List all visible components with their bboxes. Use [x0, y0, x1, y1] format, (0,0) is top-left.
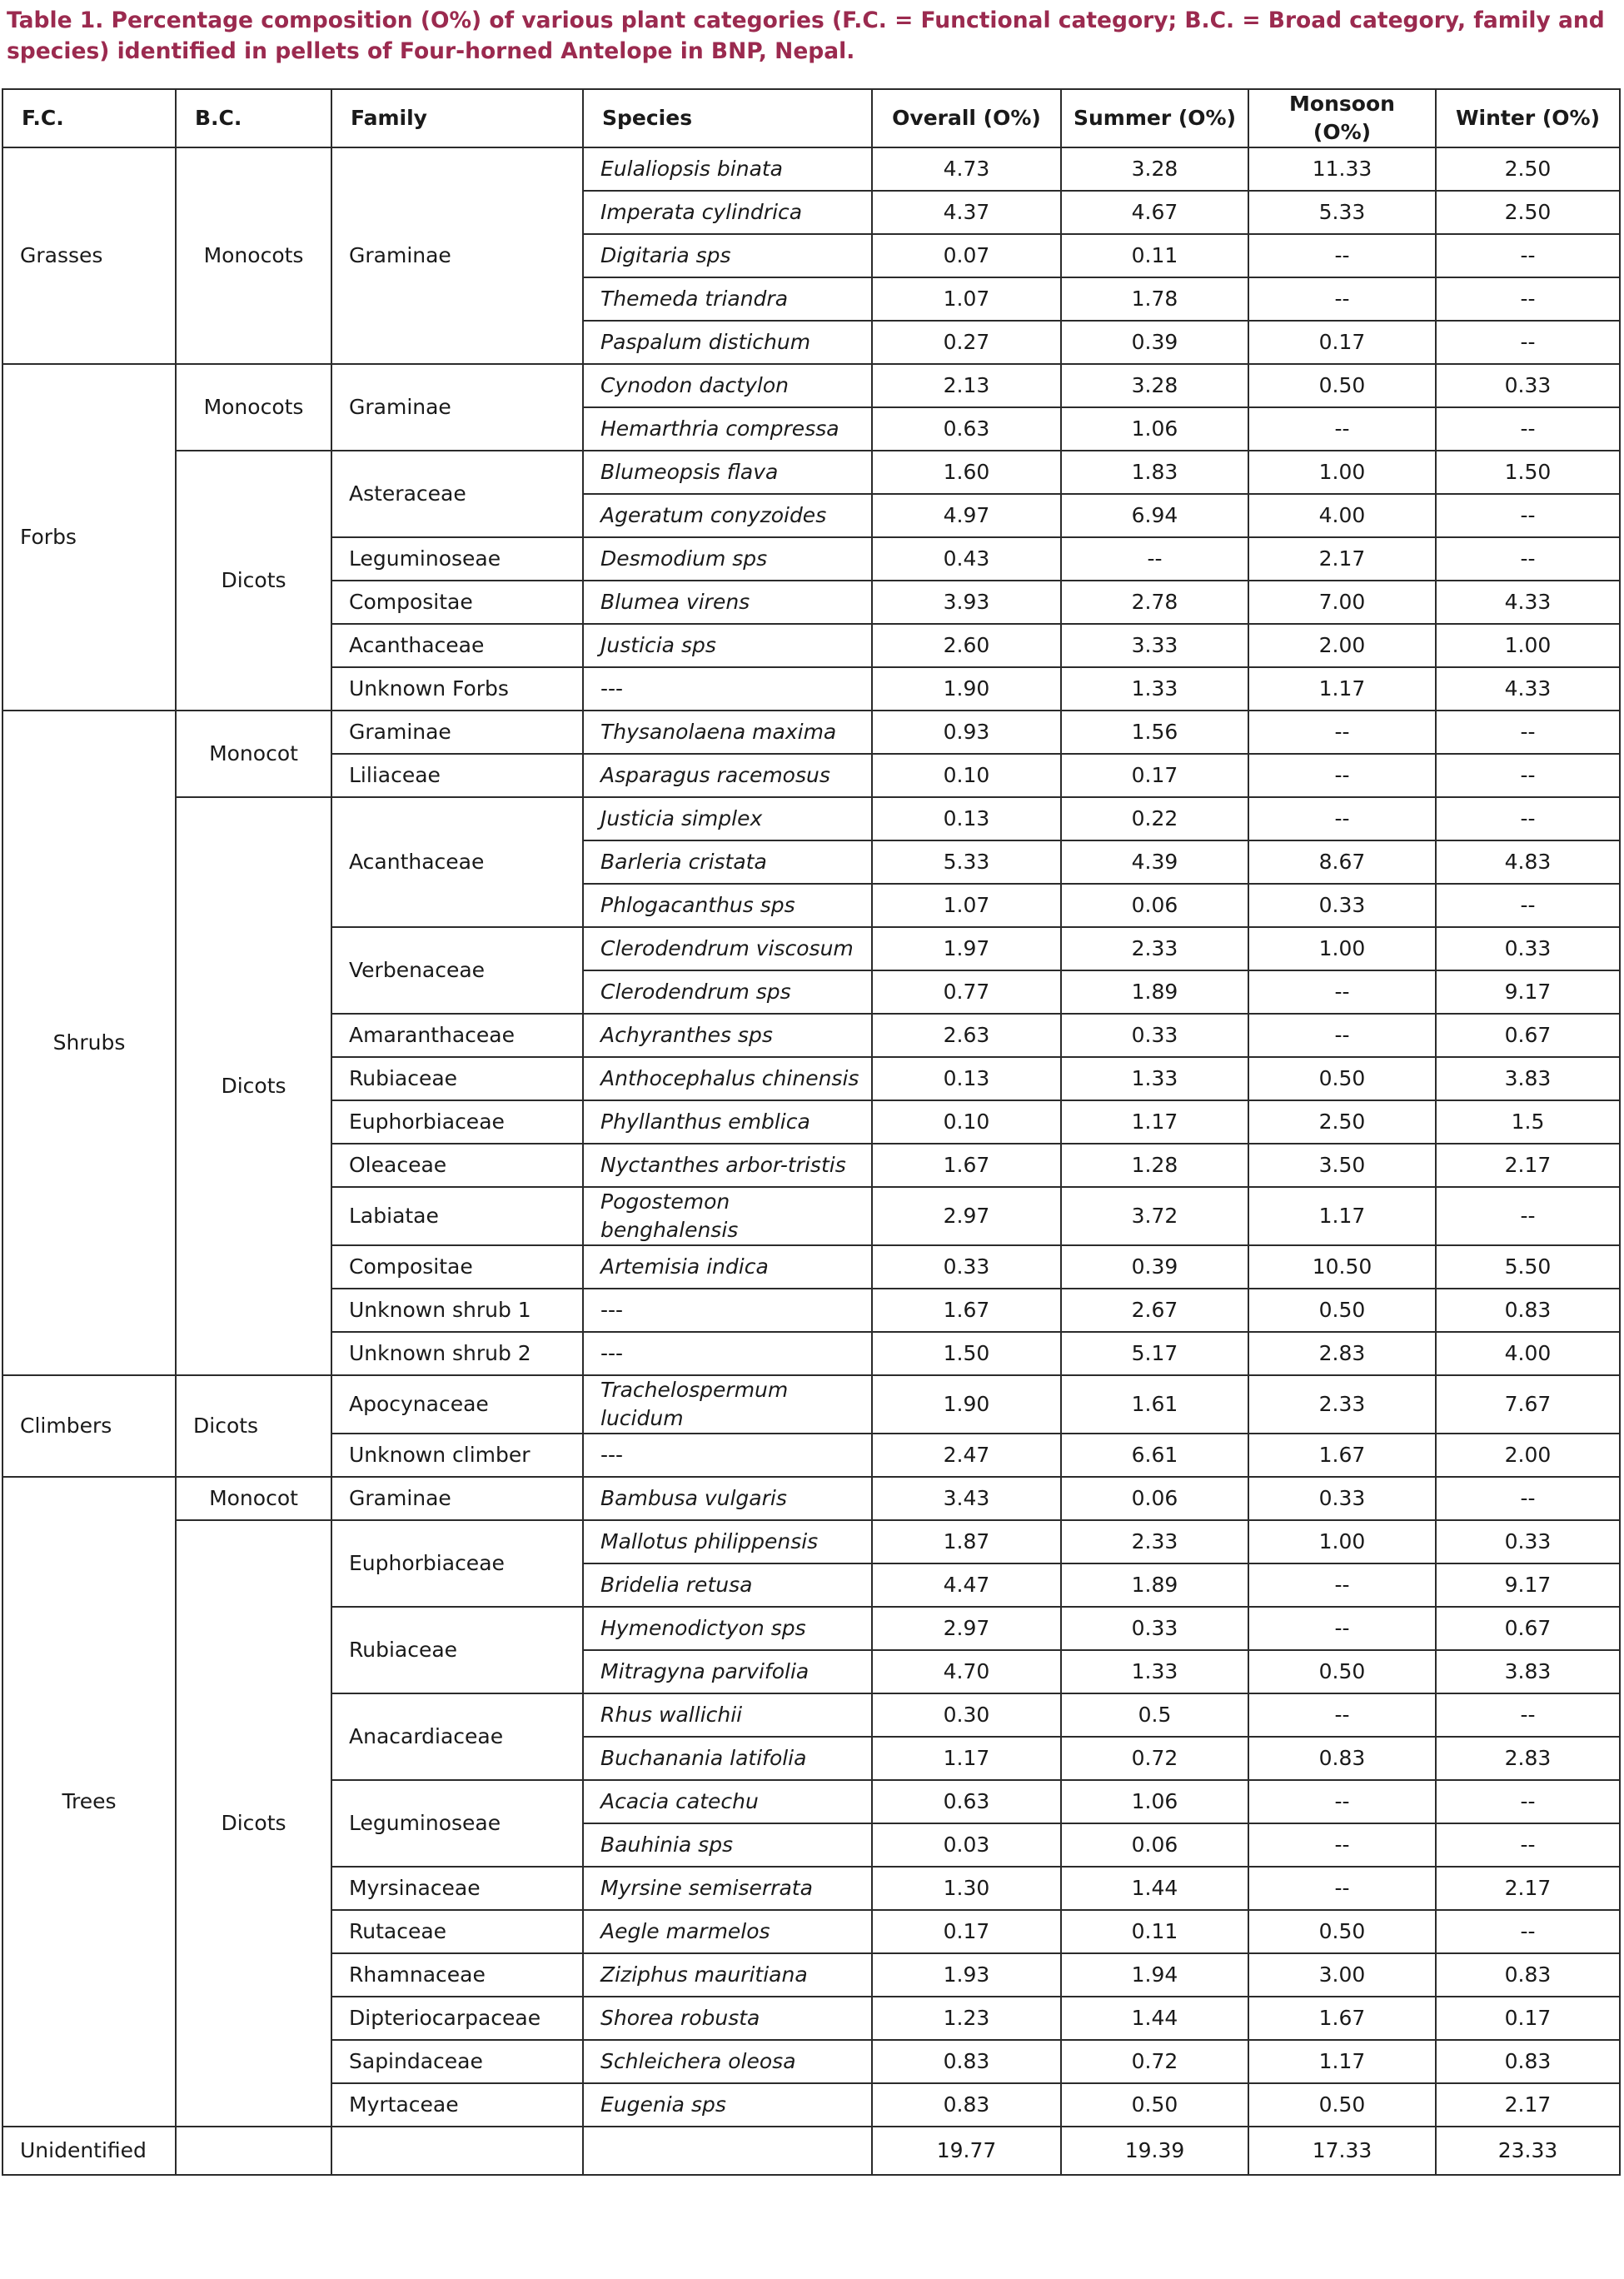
monsoon-cell: 2.83: [1248, 1332, 1436, 1375]
family-cell: Graminae: [331, 711, 583, 754]
summer-cell: 3.28: [1061, 364, 1248, 407]
family-cell: Unknown shrub 1: [331, 1289, 583, 1332]
species-cell: Shorea robusta: [583, 1997, 872, 2040]
winter-cell: 0.83: [1436, 2040, 1620, 2083]
monsoon-cell: 2.17: [1248, 537, 1436, 581]
overall-cell: 1.90: [872, 667, 1061, 711]
family-cell: Rhamnaceae: [331, 1953, 583, 1997]
family-cell: Myrsinaceae: [331, 1867, 583, 1910]
winter-cell: --: [1436, 407, 1620, 451]
table-row: [2, 451, 1620, 494]
overall-cell: 4.73: [872, 147, 1061, 191]
family-cell: Acanthaceae: [331, 624, 583, 667]
winter-cell: 7.67: [1436, 1375, 1620, 1434]
unidentified-row: [2, 2127, 1620, 2175]
monsoon-cell: --: [1248, 407, 1436, 451]
species-cell: Pogostemon benghalensis: [583, 1187, 872, 1245]
winter-cell: 9.17: [1436, 1563, 1620, 1607]
monsoon-cell: 3.00: [1248, 1953, 1436, 1997]
bc-cell: Dicots: [176, 1375, 331, 1477]
header-overall: Overall (O%): [872, 89, 1061, 147]
species-cell: Blumeopsis flava: [583, 451, 872, 494]
summer-cell: 4.39: [1061, 840, 1248, 884]
family-cell: Leguminoseae: [331, 1780, 583, 1867]
monsoon-cell: 11.33: [1248, 147, 1436, 191]
winter-cell: 9.17: [1436, 970, 1620, 1014]
monsoon-cell: 0.50: [1248, 1910, 1436, 1953]
species-cell: Asparagus racemosus: [583, 754, 872, 797]
species-cell: Barleria cristata: [583, 840, 872, 884]
fc-cell: Trees: [2, 1477, 176, 2127]
family-cell: Euphorbiaceae: [331, 1100, 583, 1144]
summer-cell: 0.39: [1061, 321, 1248, 364]
monsoon-cell: --: [1248, 1607, 1436, 1650]
winter-cell: --: [1436, 1910, 1620, 1953]
table-row: [2, 147, 1620, 191]
header-winter: Winter (O%): [1436, 89, 1620, 147]
monsoon-cell: 7.00: [1248, 581, 1436, 624]
overall-cell: 1.60: [872, 451, 1061, 494]
family-cell: Acanthaceae: [331, 797, 583, 927]
summer-cell: 0.22: [1061, 797, 1248, 840]
table-row: [2, 797, 1620, 840]
overall-cell: 0.27: [872, 321, 1061, 364]
table-row: [2, 711, 1620, 754]
winter-cell: 5.50: [1436, 1245, 1620, 1289]
summer-cell: 2.33: [1061, 927, 1248, 970]
bc-cell: [176, 2127, 331, 2175]
family-cell: Amaranthaceae: [331, 1014, 583, 1057]
monsoon-cell: 1.00: [1248, 451, 1436, 494]
monsoon-cell: 0.50: [1248, 364, 1436, 407]
header-species: Species: [583, 89, 872, 147]
summer-cell: 0.17: [1061, 754, 1248, 797]
species-cell: Aegle marmelos: [583, 1910, 872, 1953]
species-cell: Myrsine semiserrata: [583, 1867, 872, 1910]
species-cell: Digitaria sps: [583, 234, 872, 277]
species-cell: Bambusa vulgaris: [583, 1477, 872, 1520]
summer-cell: 0.33: [1061, 1014, 1248, 1057]
summer-cell: 1.89: [1061, 970, 1248, 1014]
overall-cell: 2.60: [872, 624, 1061, 667]
species-cell: Justicia simplex: [583, 797, 872, 840]
monsoon-cell: 1.00: [1248, 1520, 1436, 1563]
species-cell: Mallotus philippensis: [583, 1520, 872, 1563]
family-cell: Myrtaceae: [331, 2083, 583, 2127]
family-cell: Unknown climber: [331, 1434, 583, 1477]
winter-cell: --: [1436, 537, 1620, 581]
table-row: [2, 1375, 1620, 1434]
header-bc: B.C.: [176, 89, 331, 147]
species-cell: Phlogacanthus sps: [583, 884, 872, 927]
winter-cell: 4.83: [1436, 840, 1620, 884]
winter-cell: 4.33: [1436, 581, 1620, 624]
table-row: [2, 1520, 1620, 1563]
species-cell: Hemarthria compressa: [583, 407, 872, 451]
monsoon-cell: 0.83: [1248, 1737, 1436, 1780]
winter-cell: 0.33: [1436, 927, 1620, 970]
overall-cell: 1.67: [872, 1144, 1061, 1187]
bc-cell: Dicots: [176, 451, 331, 711]
species-cell: [583, 2127, 872, 2175]
summer-cell: 6.61: [1061, 1434, 1248, 1477]
winter-cell: 3.83: [1436, 1650, 1620, 1693]
winter-cell: 2.17: [1436, 1867, 1620, 1910]
overall-cell: 0.17: [872, 1910, 1061, 1953]
species-cell: Cynodon dactylon: [583, 364, 872, 407]
overall-cell: 0.93: [872, 711, 1061, 754]
species-cell: Clerodendrum sps: [583, 970, 872, 1014]
overall-cell: 0.03: [872, 1823, 1061, 1867]
overall-cell: 0.77: [872, 970, 1061, 1014]
species-cell: Nyctanthes arbor-tristis: [583, 1144, 872, 1187]
overall-cell: 4.70: [872, 1650, 1061, 1693]
winter-cell: --: [1436, 234, 1620, 277]
monsoon-cell: 10.50: [1248, 1245, 1436, 1289]
overall-cell: 0.13: [872, 797, 1061, 840]
species-cell: Ageratum conyzoides: [583, 494, 872, 537]
family-cell: Dipteriocarpaceae: [331, 1997, 583, 2040]
monsoon-cell: 0.50: [1248, 1650, 1436, 1693]
family-cell: Unknown shrub 2: [331, 1332, 583, 1375]
winter-cell: 0.83: [1436, 1289, 1620, 1332]
species-cell: Rhus wallichii: [583, 1693, 872, 1737]
overall-cell: 19.77: [872, 2127, 1061, 2175]
summer-cell: 1.33: [1061, 1057, 1248, 1100]
monsoon-cell: 0.50: [1248, 1057, 1436, 1100]
winter-cell: --: [1436, 754, 1620, 797]
summer-cell: 1.06: [1061, 1780, 1248, 1823]
summer-cell: 1.33: [1061, 1650, 1248, 1693]
overall-cell: 4.47: [872, 1563, 1061, 1607]
summer-cell: 3.28: [1061, 147, 1248, 191]
header-summer: Summer (O%): [1061, 89, 1248, 147]
family-cell: Graminae: [331, 147, 583, 364]
family-cell: Liliaceae: [331, 754, 583, 797]
winter-cell: 2.50: [1436, 147, 1620, 191]
overall-cell: 0.10: [872, 754, 1061, 797]
composition-table: [2, 88, 1621, 2176]
monsoon-cell: 1.67: [1248, 1997, 1436, 2040]
family-cell: Graminae: [331, 364, 583, 451]
species-cell: Themeda triandra: [583, 277, 872, 321]
winter-cell: 2.00: [1436, 1434, 1620, 1477]
species-cell: Paspalum distichum: [583, 321, 872, 364]
species-cell: Buchanania latifolia: [583, 1737, 872, 1780]
overall-cell: 3.43: [872, 1477, 1061, 1520]
winter-cell: 0.83: [1436, 1953, 1620, 1997]
summer-cell: 0.39: [1061, 1245, 1248, 1289]
family-cell: Labiatae: [331, 1187, 583, 1245]
fc-cell: Unidentified: [2, 2127, 176, 2175]
overall-cell: 1.93: [872, 1953, 1061, 1997]
species-cell: ---: [583, 667, 872, 711]
overall-cell: 0.63: [872, 1780, 1061, 1823]
species-cell: Blumea virens: [583, 581, 872, 624]
winter-cell: 2.83: [1436, 1737, 1620, 1780]
monsoon-cell: 0.50: [1248, 1289, 1436, 1332]
family-cell: Compositae: [331, 581, 583, 624]
monsoon-cell: 2.33: [1248, 1375, 1436, 1434]
overall-cell: 0.30: [872, 1693, 1061, 1737]
monsoon-cell: 0.17: [1248, 321, 1436, 364]
overall-cell: 1.90: [872, 1375, 1061, 1434]
bc-cell: Dicots: [176, 1520, 331, 2127]
winter-cell: 2.17: [1436, 1144, 1620, 1187]
overall-cell: 1.07: [872, 277, 1061, 321]
species-cell: Thysanolaena maxima: [583, 711, 872, 754]
overall-cell: 1.23: [872, 1997, 1061, 2040]
winter-cell: 0.67: [1436, 1014, 1620, 1057]
overall-cell: 2.13: [872, 364, 1061, 407]
summer-cell: 0.5: [1061, 1693, 1248, 1737]
species-cell: Phyllanthus emblica: [583, 1100, 872, 1144]
summer-cell: 1.44: [1061, 1867, 1248, 1910]
overall-cell: 1.07: [872, 884, 1061, 927]
summer-cell: 0.72: [1061, 1737, 1248, 1780]
summer-cell: 0.06: [1061, 884, 1248, 927]
winter-cell: --: [1436, 277, 1620, 321]
species-cell: ---: [583, 1434, 872, 1477]
summer-cell: 1.44: [1061, 1997, 1248, 2040]
monsoon-cell: 17.33: [1248, 2127, 1436, 2175]
species-cell: Trachelospermum lucidum: [583, 1375, 872, 1434]
family-cell: Unknown Forbs: [331, 667, 583, 711]
family-cell: Rubiaceae: [331, 1057, 583, 1100]
monsoon-cell: --: [1248, 277, 1436, 321]
overall-cell: 1.97: [872, 927, 1061, 970]
winter-cell: --: [1436, 1693, 1620, 1737]
table-caption: Table 1. Percentage composition (O%) of various plant categories (F.C. = Functional category; B.C. = Broad category, family and species) identified in pellets of Four-horned Antelope in BNP, Nepal.: [7, 7, 1605, 64]
summer-cell: 6.94: [1061, 494, 1248, 537]
winter-cell: --: [1436, 1477, 1620, 1520]
species-cell: Ziziphus mauritiana: [583, 1953, 872, 1997]
monsoon-cell: --: [1248, 711, 1436, 754]
monsoon-cell: 0.33: [1248, 1477, 1436, 1520]
summer-cell: 0.50: [1061, 2083, 1248, 2127]
monsoon-cell: 3.50: [1248, 1144, 1436, 1187]
overall-cell: 1.87: [872, 1520, 1061, 1563]
monsoon-cell: --: [1248, 1823, 1436, 1867]
winter-cell: --: [1436, 494, 1620, 537]
monsoon-cell: --: [1248, 1780, 1436, 1823]
monsoon-cell: --: [1248, 970, 1436, 1014]
species-cell: Justicia sps: [583, 624, 872, 667]
overall-cell: 4.37: [872, 191, 1061, 234]
monsoon-cell: 8.67: [1248, 840, 1436, 884]
table-row: [2, 1477, 1620, 1520]
winter-cell: --: [1436, 711, 1620, 754]
fc-cell: Shrubs: [2, 711, 176, 1375]
summer-cell: 1.89: [1061, 1563, 1248, 1607]
family-cell: Verbenaceae: [331, 927, 583, 1014]
overall-cell: 0.83: [872, 2083, 1061, 2127]
winter-cell: 1.5: [1436, 1100, 1620, 1144]
species-cell: Anthocephalus chinensis: [583, 1057, 872, 1100]
overall-cell: 4.97: [872, 494, 1061, 537]
summer-cell: --: [1061, 537, 1248, 581]
species-cell: ---: [583, 1289, 872, 1332]
species-cell: Bauhinia sps: [583, 1823, 872, 1867]
winter-cell: 0.33: [1436, 364, 1620, 407]
monsoon-cell: 5.33: [1248, 191, 1436, 234]
summer-cell: 0.06: [1061, 1477, 1248, 1520]
bc-cell: Dicots: [176, 797, 331, 1375]
summer-cell: 1.56: [1061, 711, 1248, 754]
monsoon-cell: 1.00: [1248, 927, 1436, 970]
monsoon-cell: 4.00: [1248, 494, 1436, 537]
header-family: Family: [331, 89, 583, 147]
summer-cell: 0.11: [1061, 1910, 1248, 1953]
overall-cell: 1.17: [872, 1737, 1061, 1780]
summer-cell: 1.78: [1061, 277, 1248, 321]
winter-cell: --: [1436, 797, 1620, 840]
overall-cell: 0.10: [872, 1100, 1061, 1144]
species-cell: Imperata cylindrica: [583, 191, 872, 234]
monsoon-cell: --: [1248, 797, 1436, 840]
winter-cell: --: [1436, 321, 1620, 364]
overall-cell: 0.83: [872, 2040, 1061, 2083]
monsoon-cell: 1.67: [1248, 1434, 1436, 1477]
summer-cell: 0.33: [1061, 1607, 1248, 1650]
family-cell: Apocynaceae: [331, 1375, 583, 1434]
winter-cell: --: [1436, 1780, 1620, 1823]
summer-cell: 1.94: [1061, 1953, 1248, 1997]
monsoon-cell: --: [1248, 1867, 1436, 1910]
family-cell: Euphorbiaceae: [331, 1520, 583, 1607]
species-cell: Eulaliopsis binata: [583, 147, 872, 191]
monsoon-cell: 2.50: [1248, 1100, 1436, 1144]
overall-cell: 2.97: [872, 1187, 1061, 1245]
overall-cell: 2.47: [872, 1434, 1061, 1477]
summer-cell: 1.83: [1061, 451, 1248, 494]
monsoon-cell: 0.33: [1248, 884, 1436, 927]
table-row: [2, 364, 1620, 407]
monsoon-cell: --: [1248, 1014, 1436, 1057]
bc-cell: Monocots: [176, 364, 331, 451]
winter-cell: 4.00: [1436, 1332, 1620, 1375]
summer-cell: 1.17: [1061, 1100, 1248, 1144]
species-cell: Artemisia indica: [583, 1245, 872, 1289]
family-cell: Rubiaceae: [331, 1607, 583, 1693]
summer-cell: 2.67: [1061, 1289, 1248, 1332]
winter-cell: 0.33: [1436, 1520, 1620, 1563]
species-cell: Eugenia sps: [583, 2083, 872, 2127]
monsoon-cell: 2.00: [1248, 624, 1436, 667]
overall-cell: 0.33: [872, 1245, 1061, 1289]
monsoon-cell: 0.50: [1248, 2083, 1436, 2127]
species-cell: ---: [583, 1332, 872, 1375]
family-cell: [331, 2127, 583, 2175]
family-cell: Leguminoseae: [331, 537, 583, 581]
winter-cell: 2.50: [1436, 191, 1620, 234]
overall-cell: 2.63: [872, 1014, 1061, 1057]
species-cell: Mitragyna parvifolia: [583, 1650, 872, 1693]
monsoon-cell: --: [1248, 1693, 1436, 1737]
monsoon-cell: 1.17: [1248, 1187, 1436, 1245]
overall-cell: 1.67: [872, 1289, 1061, 1332]
bc-cell: Monocots: [176, 147, 331, 364]
winter-cell: --: [1436, 1823, 1620, 1867]
summer-cell: 2.33: [1061, 1520, 1248, 1563]
family-cell: Rutaceae: [331, 1910, 583, 1953]
bc-cell: Monocot: [176, 711, 331, 797]
overall-cell: 1.30: [872, 1867, 1061, 1910]
monsoon-cell: 1.17: [1248, 2040, 1436, 2083]
winter-cell: 2.17: [1436, 2083, 1620, 2127]
bc-cell: Monocot: [176, 1477, 331, 1520]
species-cell: Acacia catechu: [583, 1780, 872, 1823]
summer-cell: 3.33: [1061, 624, 1248, 667]
winter-cell: 1.50: [1436, 451, 1620, 494]
header-monsoon: Monsoon (O%): [1248, 89, 1436, 147]
summer-cell: 0.06: [1061, 1823, 1248, 1867]
header-row: [2, 89, 1620, 147]
overall-cell: 0.43: [872, 537, 1061, 581]
winter-cell: 0.17: [1436, 1997, 1620, 2040]
summer-cell: 1.33: [1061, 667, 1248, 711]
overall-cell: 3.93: [872, 581, 1061, 624]
species-cell: Desmodium sps: [583, 537, 872, 581]
summer-cell: 5.17: [1061, 1332, 1248, 1375]
fc-cell: Forbs: [2, 364, 176, 711]
monsoon-cell: 1.17: [1248, 667, 1436, 711]
overall-cell: 2.97: [872, 1607, 1061, 1650]
overall-cell: 0.07: [872, 234, 1061, 277]
summer-cell: 0.11: [1061, 234, 1248, 277]
summer-cell: 0.72: [1061, 2040, 1248, 2083]
family-cell: Asteraceae: [331, 451, 583, 537]
family-cell: Anacardiaceae: [331, 1693, 583, 1780]
family-cell: Oleaceae: [331, 1144, 583, 1187]
species-cell: Clerodendrum viscosum: [583, 927, 872, 970]
family-cell: Compositae: [331, 1245, 583, 1289]
monsoon-cell: --: [1248, 1563, 1436, 1607]
species-cell: Schleichera oleosa: [583, 2040, 872, 2083]
overall-cell: 5.33: [872, 840, 1061, 884]
family-cell: Graminae: [331, 1477, 583, 1520]
summer-cell: 19.39: [1061, 2127, 1248, 2175]
summer-cell: 2.78: [1061, 581, 1248, 624]
summer-cell: 4.67: [1061, 191, 1248, 234]
fc-cell: Climbers: [2, 1375, 176, 1477]
summer-cell: 3.72: [1061, 1187, 1248, 1245]
summer-cell: 1.06: [1061, 407, 1248, 451]
winter-cell: 1.00: [1436, 624, 1620, 667]
species-cell: Hymenodictyon sps: [583, 1607, 872, 1650]
summer-cell: 1.61: [1061, 1375, 1248, 1434]
winter-cell: 23.33: [1436, 2127, 1620, 2175]
monsoon-cell: --: [1248, 754, 1436, 797]
winter-cell: --: [1436, 1187, 1620, 1245]
overall-cell: 1.50: [872, 1332, 1061, 1375]
overall-cell: 0.13: [872, 1057, 1061, 1100]
winter-cell: 3.83: [1436, 1057, 1620, 1100]
header-fc: F.C.: [2, 89, 176, 147]
overall-cell: 0.63: [872, 407, 1061, 451]
family-cell: Sapindaceae: [331, 2040, 583, 2083]
summer-cell: 1.28: [1061, 1144, 1248, 1187]
winter-cell: 0.67: [1436, 1607, 1620, 1650]
winter-cell: 4.33: [1436, 667, 1620, 711]
species-cell: Achyranthes sps: [583, 1014, 872, 1057]
species-cell: Bridelia retusa: [583, 1563, 872, 1607]
monsoon-cell: --: [1248, 234, 1436, 277]
fc-cell: Grasses: [2, 147, 176, 364]
winter-cell: --: [1436, 884, 1620, 927]
